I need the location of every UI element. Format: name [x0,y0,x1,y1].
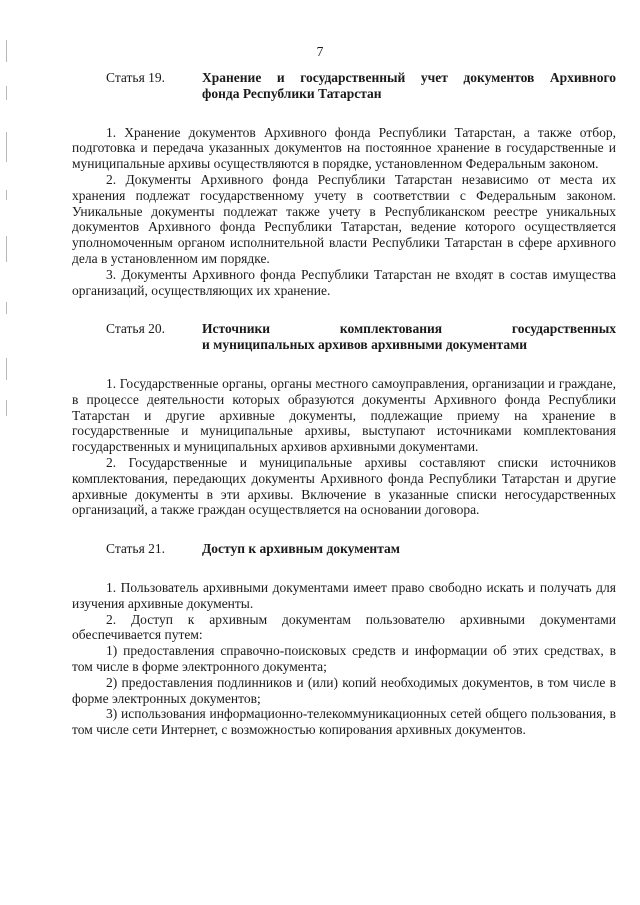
article-number: Статья 21. [106,541,166,557]
article-20 [72,321,616,518]
scan-margin-marks [6,40,8,420]
paragraph: 1) предоставления справочно-поисковых средств и информации об этих средствах, в том числе в форме электронного документа; [72,643,616,674]
paragraph: 1. Хранение документов Архивного фонда Республики Татарстан, а также отбор, подготовка и передача указанных документов на постоянное хранение в государственные и муниципальные архивы осуществляются в порядке, установленном Федеральным законом. [72,124,616,172]
paragraph: 1. Государственные органы, органы местного самоуправления, организации и граждане, в процессе деятельности которых образуются документы Архивного фонда Республики Татарстан и другие архивные документы, подлежащие приему на хранение в государственные и муниципальные архивы, выступают источниками комплектования государственных и муниципальных архивов архивными документами. [72,375,616,455]
article-title-line: фонда Республики Татарстан [202,85,382,101]
paragraph: 3) использования информационно-телекоммуникационных сетей общего пользования, в том числе сети Интернет, с возможностью копирования архивных документов. [72,706,616,738]
article-21 [72,541,616,738]
article-title [202,541,616,557]
article-heading [72,70,616,102]
article-title-line: и муниципальных архивов архивными документами [202,337,528,353]
article-title [202,70,616,102]
article-19 [72,70,616,298]
paragraph: 3. Документы Архивного фонда Республики Татарстан не входят в состав имущества организаций, осуществляющих их хранение. [72,266,616,298]
article-number: Статья 19. [106,70,166,85]
paragraph: 1. Пользователь архивными документами имеет право свободно искать и получать для изучения архивные документы. [72,579,616,611]
paragraph: 2) предоставления подлинников и (или) копий необходимых документов, в том числе в форме электронных документов; [72,674,616,706]
article-title-line: Доступ к архивным документам [202,541,400,557]
article-number: Статья 20. [106,321,166,337]
paragraph: 2. Доступ к архивным документам пользователю архивными документами обеспечивается путем: [72,611,616,643]
paragraph: 2. Государственные и муниципальные архивы составляют списки источников комплектования, передающих документы Архивного фонда Республики Татарстан и другие архивные документы в эти архивы. Включение в указанные списки негосударственных организаций, а также граждан осуществляется на основании договора. [72,454,616,518]
page-number: 7 [316,44,324,59]
article-heading [72,321,616,353]
paragraph: 2. Документы Архивного фонда Республики Татарстан независимо от места их хранения подлежат государственному учету в соответствии с Федеральным законом. Уникальные документы подлежат также учету в Республиканском реестре уникальных документов Архивного фонда Республики Татарстан, ведение которого осуществляется уполномоченным органом исполнительной власти Республики Татарстан в сфере архивного дела в установленном им порядке. [72,171,616,266]
article-heading [72,541,616,557]
article-title-line: Хранение и государственный учет документов Архивного [202,70,616,85]
document-body [72,70,616,738]
article-title [202,321,616,353]
article-title-line: Источники комплектования государственных [202,321,616,337]
